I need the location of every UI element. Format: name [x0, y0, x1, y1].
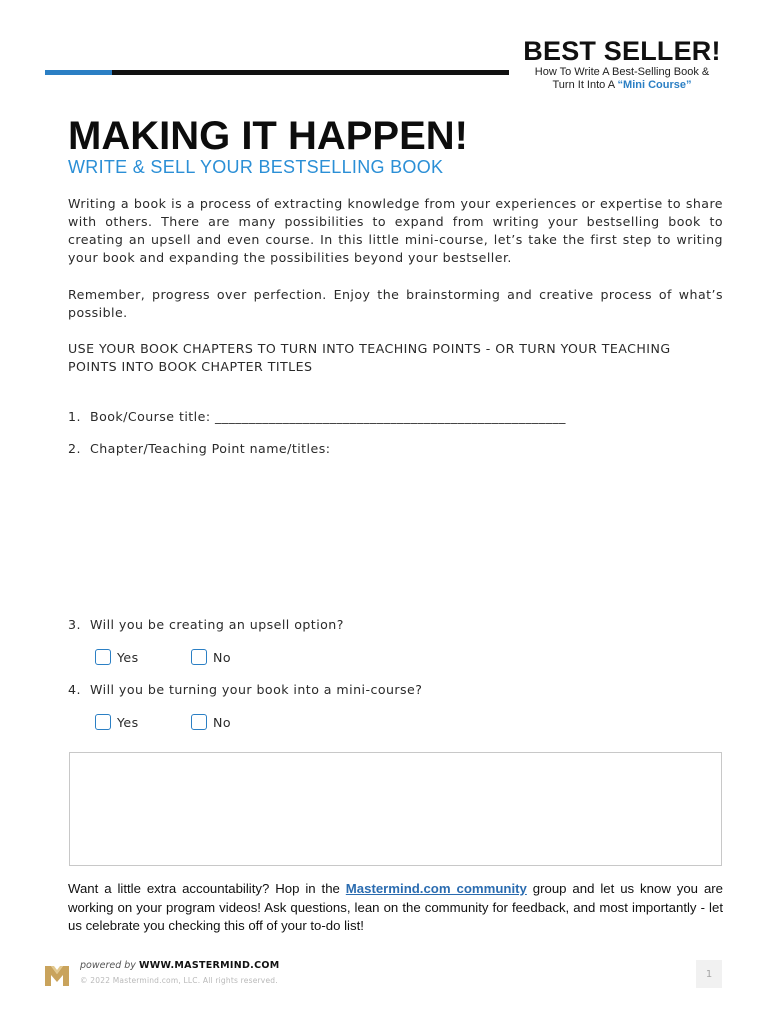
footer-text-pre: Want a little extra accountability? Hop in the: [68, 881, 346, 896]
checkbox-label: Yes: [117, 649, 139, 665]
instruction-paragraph: USE YOUR BOOK CHAPTERS TO TURN INTO TEACHING POINTS - OR TURN YOUR TEACHING POINTS INTO BOOK CHAPTER TITLES: [68, 341, 671, 374]
checkbox-box[interactable]: [95, 649, 111, 665]
question-text: Will you be creating an upsell option?: [90, 617, 344, 632]
reminder-paragraph: Remember, progress over perfection. Enjoy the brainstorming and creative process of what’s possible.: [68, 287, 723, 320]
page-title: MAKING IT HAPPEN!: [68, 114, 468, 158]
community-link[interactable]: Mastermind.com community: [345, 881, 527, 896]
powered-by: [80, 960, 280, 971]
accountability-paragraph: [68, 880, 723, 936]
header-rule: [112, 70, 509, 75]
q4-yes-checkbox[interactable]: [95, 714, 139, 730]
footer-text-post: group and let us know you are working on your program videos! Ask questions, lean on the community for feedback, and most importantly - let us celebrate you checking this off of your to-do list!: [68, 881, 724, 933]
question-text: Chapter/Teaching Point name/titles:: [90, 441, 331, 456]
page-subtitle: WRITE & SELL YOUR BESTSELLING BOOK: [68, 157, 444, 177]
intro-paragraph: Writing a book is a process of extracting knowledge from your experiences or expertise to share with others. There are many possibilities to expand from writing your bestselling book to creating an upsell and even course. In this little mini-course, let’s take the first step to writing your book and expanding the possibilities beyond your bestseller.: [68, 196, 723, 265]
question-text: Book/Course title: ____________________________________________________: [90, 409, 566, 424]
brand-subtitle-highlight: “Mini Course”: [617, 79, 692, 91]
question-1: [68, 409, 566, 424]
question-3: [68, 617, 344, 632]
brand-subtitle-pre: Turn It Into A: [552, 79, 618, 91]
header-rule-accent: [45, 70, 115, 75]
checkbox-label: No: [213, 649, 231, 665]
checkbox-label: No: [213, 714, 231, 730]
question-2: [68, 441, 330, 456]
question-number: 2.: [68, 441, 81, 456]
brand-subtitle-line1: How To Write A Best-Selling Book &: [534, 66, 710, 78]
question-number: 3.: [68, 617, 81, 632]
copyright: © 2022 Mastermind.com, LLC. All rights reserved.: [80, 976, 278, 985]
notes-field[interactable]: [69, 752, 722, 866]
mastermind-logo-icon: [44, 962, 70, 988]
question-text: Will you be turning your book into a mini-course?: [90, 682, 423, 697]
checkbox-box[interactable]: [191, 649, 207, 665]
q3-no-checkbox[interactable]: [191, 649, 231, 665]
powered-by-label: powered by: [80, 960, 136, 971]
brand-subtitle: [516, 66, 728, 92]
checkbox-label: Yes: [117, 714, 139, 730]
q3-yes-checkbox[interactable]: [95, 649, 139, 665]
question-4: [68, 682, 422, 697]
brand-title: BEST SELLER!: [523, 36, 721, 66]
question-number: 4.: [68, 682, 81, 697]
q4-no-checkbox[interactable]: [191, 714, 231, 730]
site-link[interactable]: WWW.MASTERMIND.COM: [138, 960, 280, 971]
page-number: 1: [696, 960, 722, 988]
checkbox-box[interactable]: [95, 714, 111, 730]
brand-subtitle-line2: [516, 79, 728, 92]
question-number: 1.: [68, 409, 81, 424]
checkbox-box[interactable]: [191, 714, 207, 730]
